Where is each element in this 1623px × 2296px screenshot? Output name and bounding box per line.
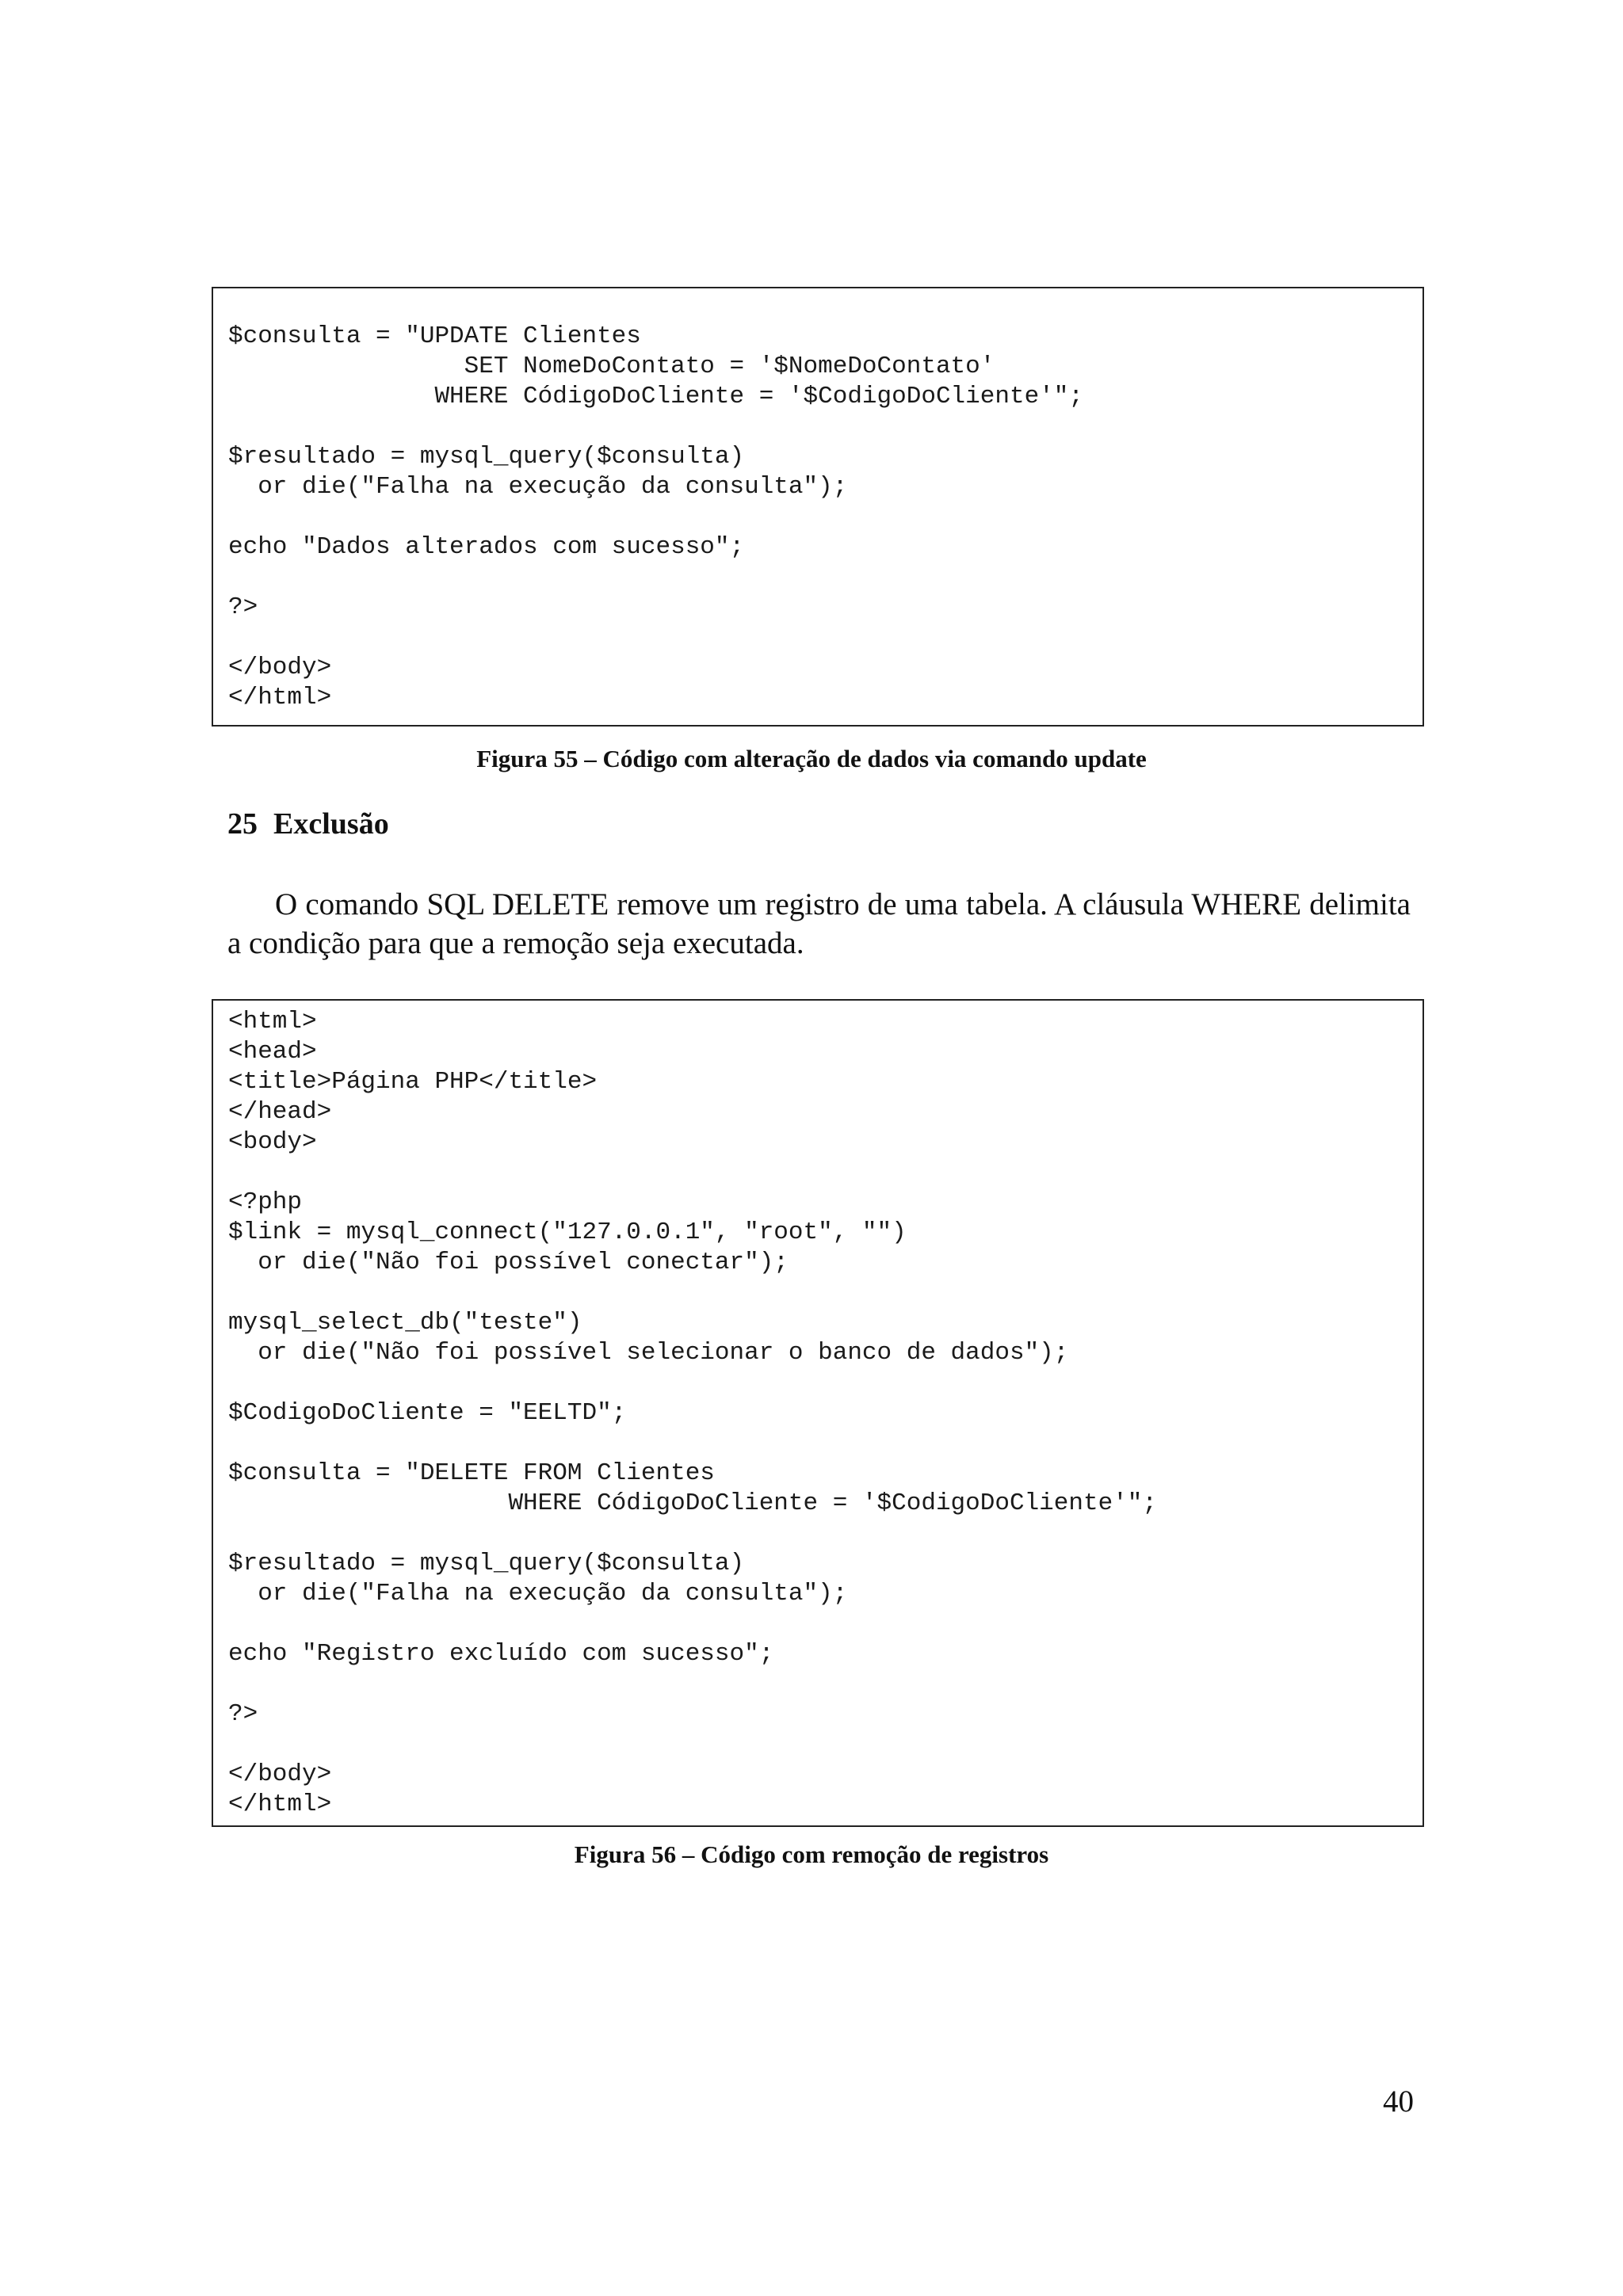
code-block-delete — [212, 999, 1424, 1827]
figure-55-caption: Figura 55 – Código com alteração de dados via comando update — [476, 745, 1147, 772]
code-listing-update: $consulta = "UPDATE Clientes SET NomeDoContato = '$NomeDoContato' WHERE CódigoDoCliente = '$CodigoDoCliente'"; $resultado = mysql_query($consulta) or die("Falha na execução da consulta"); echo "Dados alterados com sucesso"; ?> </body> </html> — [228, 322, 1083, 711]
code-listing-delete: <html> <head> <title>Página PHP</title> </head> <body> <?php $link = mysql_connect("127.0.0.1", "root", "") or die("Não foi possível conectar"); mysql_select_db("teste") or die("Não foi possível selecionar o banco de dados"); $CodigoDoCliente = "EELTD"; $consulta = "DELETE FROM Clientes WHERE CódigoDoCliente = '$CodigoDoCliente'"; $resultado = mysql_query($consulta) or die("Falha na execução da consulta"); echo "Registro excluído com sucesso"; ?> </body> </html> — [228, 1008, 1157, 1818]
section-number: 25 — [227, 807, 258, 841]
section-heading — [227, 807, 389, 841]
section-title: Exclusão — [273, 807, 389, 841]
body-paragraph: O comando SQL DELETE remove um registro de uma tabela. A cláusula WHERE delimita a condição para que a remoção seja executada. — [227, 887, 1411, 960]
figure-56-caption: Figura 56 – Código com remoção de registros — [574, 1840, 1049, 1868]
code-block-update — [212, 287, 1424, 727]
page-number: 40 — [1383, 2084, 1414, 2119]
